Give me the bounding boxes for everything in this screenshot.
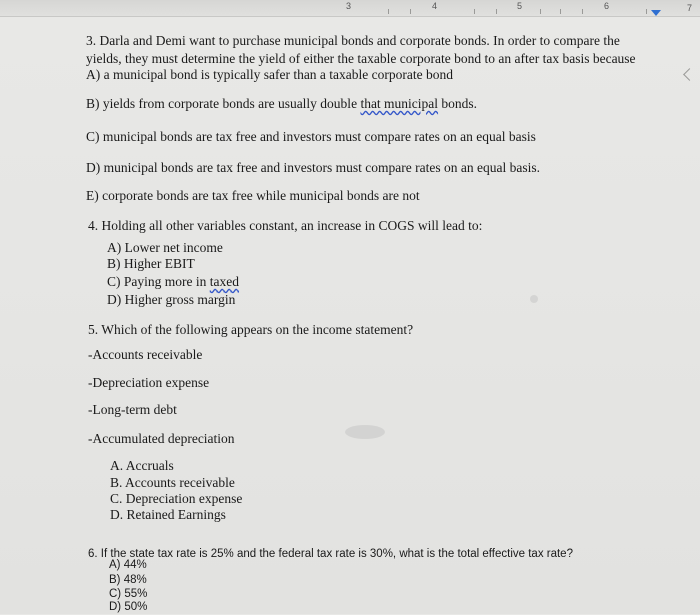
- q4-stem: 4. Holding all other variables constant, an increase in COGS will lead to:: [88, 218, 483, 233]
- spelling-flag: taxed: [209, 274, 239, 289]
- q6-option-b: B) 48%: [109, 574, 147, 586]
- q6-option-d: D) 50%: [109, 601, 148, 613]
- q3-option-c: C) municipal bonds are tax free and investors must compare rates on an equal basis: [86, 129, 536, 144]
- q5-option-d: D. Retained Earnings: [110, 507, 226, 522]
- ruler: [0, 0, 700, 17]
- q5-item: -Accounts receivable: [88, 347, 203, 362]
- q5-item: -Long-term debt: [88, 402, 177, 417]
- q5-option-c: C. Depreciation expense: [110, 491, 243, 506]
- q6-stem: 6. If the state tax rate is 25% and the federal tax rate is 30%, what is the total effective tax rate?: [88, 548, 573, 560]
- margin-arrow-icon: [683, 68, 696, 81]
- q4-option-b: B) Higher EBIT: [107, 256, 195, 271]
- q3-option-b-end: bonds.: [438, 96, 478, 111]
- q3-stem-line-1: 3. Darla and Demi want to purchase municipal bonds and corporate bonds. In order to compare the: [86, 33, 620, 48]
- q3-option-a: A) a municipal bond is typically safer than a taxable corporate bond: [86, 67, 453, 82]
- q4-option-d: D) Higher gross margin: [107, 292, 236, 307]
- q3-option-d: D) municipal bonds are tax free and investors must compare rates on an equal basis.: [86, 160, 540, 175]
- q4-option-c: [107, 274, 239, 290]
- q3-stem-line-2: yields, they must determine the yield of either the taxable corporate bond to an after tax basis because: [86, 51, 636, 66]
- q3-option-e: E) corporate bonds are tax free while municipal bonds are not: [86, 188, 420, 203]
- q4-option-a: A) Lower net income: [107, 240, 223, 255]
- q6-option-c: C) 55%: [109, 588, 148, 600]
- ruler-number: 6: [604, 1, 610, 11]
- q3-option-b: [86, 96, 477, 112]
- q5-item: -Accumulated depreciation: [88, 431, 235, 446]
- spelling-flag: that municipal: [360, 96, 439, 111]
- q5-stem: 5. Which of the following appears on the income statement?: [88, 322, 414, 337]
- ruler-number: 4: [432, 1, 438, 11]
- q5-option-b: B. Accounts receivable: [110, 475, 235, 490]
- ruler-number: 7: [687, 3, 693, 13]
- q6-option-a: A) 44%: [109, 559, 147, 571]
- tab-stop-marker[interactable]: [651, 10, 661, 16]
- q4-option-c-text: C) Paying more in: [107, 274, 210, 289]
- q5-option-a: A. Accruals: [110, 458, 174, 473]
- ruler-number: 3: [346, 1, 352, 11]
- q5-item: -Depreciation expense: [88, 375, 210, 390]
- q3-option-b-text: B) yields from corporate bonds are usually double: [86, 96, 361, 111]
- ruler-number: 5: [517, 1, 523, 11]
